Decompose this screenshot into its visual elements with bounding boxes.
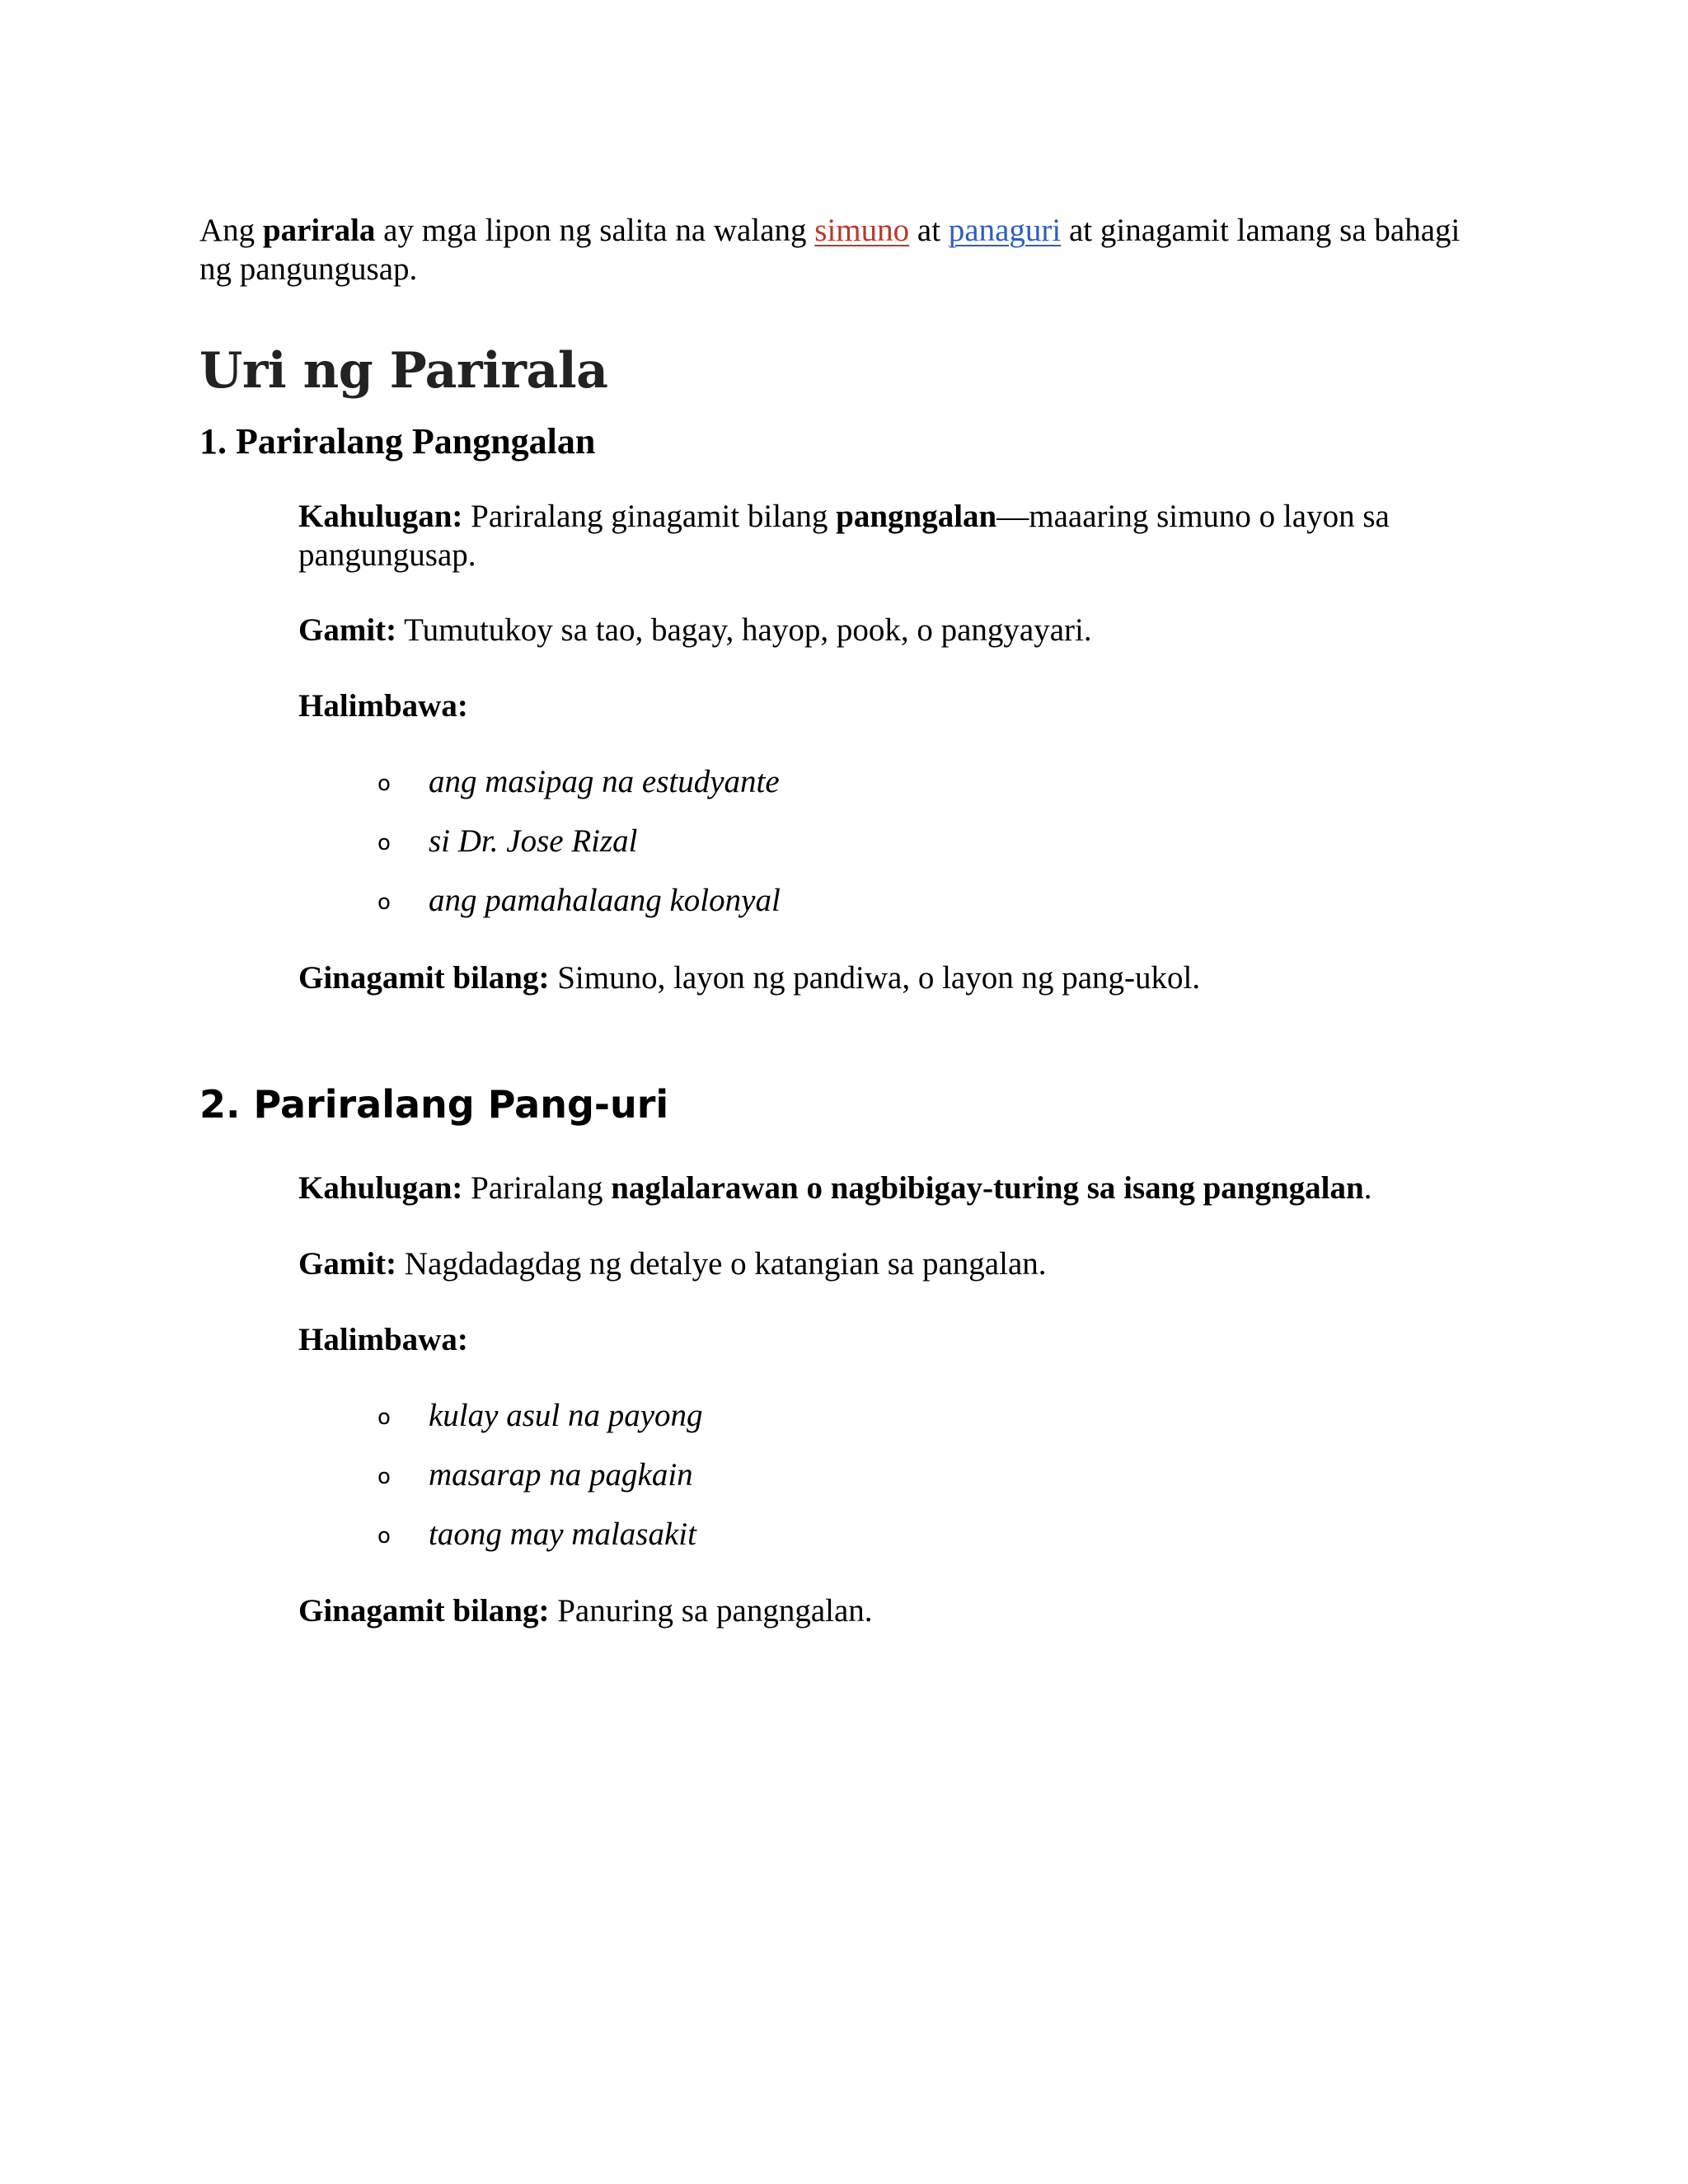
intro-text-3: at bbox=[909, 213, 949, 248]
intro-paragraph bbox=[199, 211, 1485, 288]
section-2-gamit bbox=[298, 1244, 1502, 1283]
intro-bold-term: parirala bbox=[262, 213, 376, 248]
gamit-text: Tumutukoy sa tao, bagay, hayop, pook, o pangyayari. bbox=[396, 612, 1092, 648]
kahulugan-label: Kahulugan: bbox=[298, 499, 463, 534]
kahulugan-text: Pariralang ginagamit bilang bbox=[462, 499, 837, 534]
kahulugan-bold: naglalarawan o nagbibigay-turing sa isang pangngalan bbox=[611, 1170, 1364, 1206]
halimbawa-label: Halimbawa: bbox=[298, 688, 468, 724]
main-heading: Uri ng Parirala bbox=[199, 342, 608, 400]
hollow-bullet-icon: o bbox=[377, 890, 391, 915]
ginagamit-text: Simuno, layon ng pandiwa, o layon ng pang-ukol. bbox=[549, 960, 1201, 996]
ginagamit-label: Ginagamit bilang: bbox=[298, 960, 550, 996]
section-2-kahulugan bbox=[298, 1169, 1502, 1207]
kahulugan-text-end: . bbox=[1363, 1170, 1372, 1206]
kahulugan-bold: pangngalan bbox=[836, 499, 997, 534]
gamit-text: Nagdadagdag ng detalye o katangian sa pangalan. bbox=[396, 1246, 1047, 1282]
section-1-kahulugan bbox=[298, 497, 1502, 574]
ginagamit-label: Ginagamit bilang: bbox=[298, 1593, 550, 1629]
hollow-bullet-icon: o bbox=[377, 771, 391, 796]
section-1-title: 1. Pariralang Pangngalan bbox=[199, 421, 596, 462]
example-text: kulay asul na payong bbox=[429, 1398, 703, 1433]
example-text: si Dr. Jose Rizal bbox=[429, 823, 638, 859]
section-1-gamit bbox=[298, 611, 1502, 649]
kahulugan-text: Pariralang bbox=[462, 1170, 612, 1206]
hollow-bullet-icon: o bbox=[377, 1524, 391, 1549]
gamit-label: Gamit: bbox=[298, 1246, 397, 1282]
ginagamit-text: Panuring sa pangngalan. bbox=[549, 1593, 873, 1629]
kahulugan-text-end: —maaaring simuno o layon sa pangungusap. bbox=[298, 499, 1390, 573]
intro-text-2: ay mga lipon ng salita na walang bbox=[375, 213, 815, 248]
example-text: ang masipag na estudyante bbox=[429, 764, 780, 799]
section-2-title: 2. Pariralang Pang-uri bbox=[199, 1082, 669, 1127]
gamit-label: Gamit: bbox=[298, 612, 397, 648]
hollow-bullet-icon: o bbox=[377, 1465, 391, 1489]
example-text: ang pamahalaang kolonyal bbox=[429, 883, 781, 918]
section-2-ginagamit bbox=[298, 1591, 1502, 1630]
intro-text-1: Ang bbox=[199, 213, 263, 248]
section-1-halimbawa bbox=[298, 687, 1502, 725]
intro-text-4: at ginagamit lamang sa bahagi ng pangungusap. bbox=[199, 213, 1461, 287]
example-text: masarap na pagkain bbox=[429, 1457, 693, 1493]
section-1-ginagamit bbox=[298, 958, 1502, 997]
hollow-bullet-icon: o bbox=[377, 831, 391, 855]
section-2-halimbawa bbox=[298, 1320, 1502, 1359]
example-text: taong may malasakit bbox=[429, 1516, 696, 1552]
hollow-bullet-icon: o bbox=[377, 1405, 391, 1430]
halimbawa-label: Halimbawa: bbox=[298, 1322, 468, 1357]
kahulugan-label: Kahulugan: bbox=[298, 1170, 463, 1206]
panaguri-link[interactable]: panaguri bbox=[948, 213, 1062, 248]
simuno-link[interactable]: simuno bbox=[814, 213, 910, 248]
